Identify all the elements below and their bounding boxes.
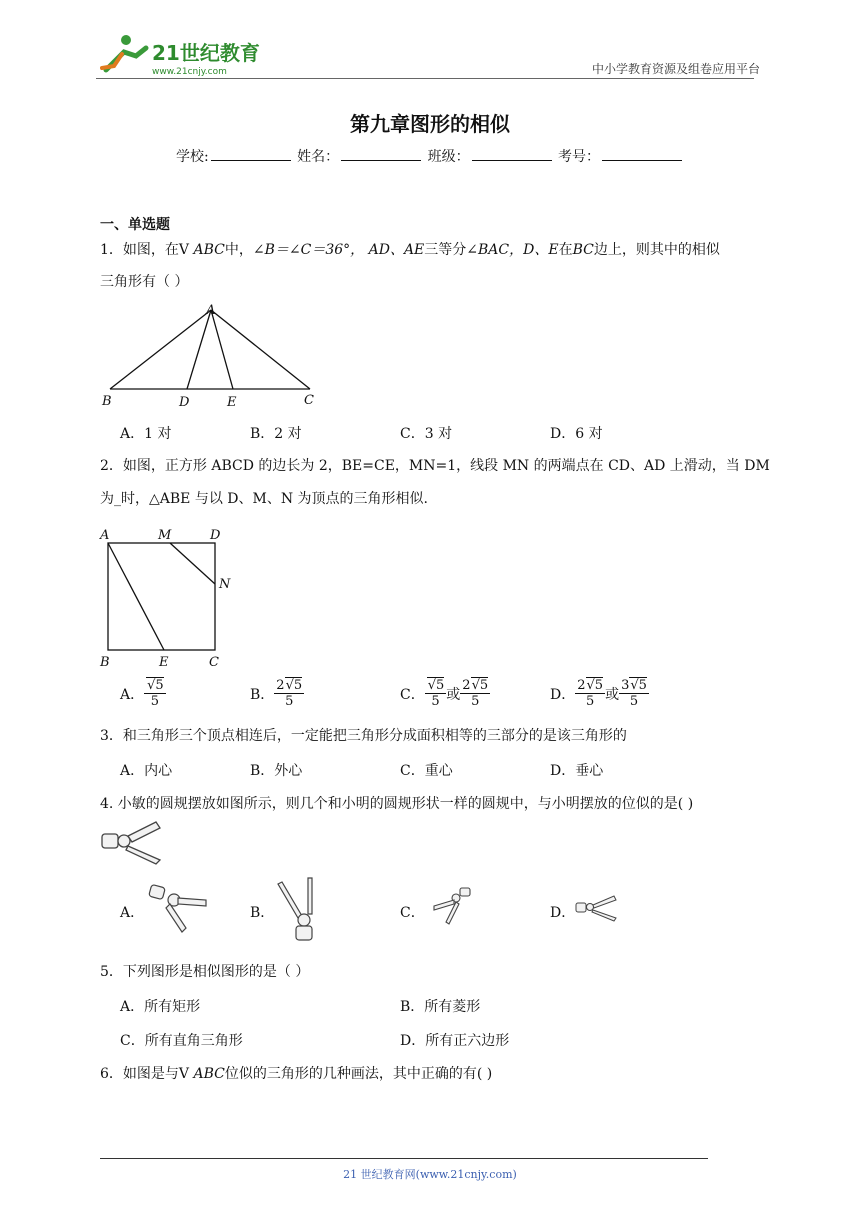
school-field[interactable]: [211, 148, 291, 161]
question-3: 3．和三角形三个顶点相连后，一定能把三角形分成面积相等的三部分的是该三角形的: [100, 728, 627, 744]
label-M: M: [158, 528, 172, 543]
q2-option-c[interactable]: C． $\frac{√5}{5}$ 或 $\frac{2√5}{5}$: [400, 678, 489, 709]
fraction: $\frac{√5}{5}$: [144, 678, 166, 709]
compass-icon: [100, 818, 168, 866]
label-B: B: [102, 394, 112, 409]
platform-label: 中小学教育资源及组卷应用平台: [591, 62, 760, 76]
q5-option-d[interactable]: D．所有正六边形: [400, 1033, 510, 1049]
exam-no-label: 考号：: [558, 149, 601, 165]
header-divider: [96, 78, 754, 79]
q5-option-c[interactable]: C．所有直角三角形: [120, 1033, 243, 1049]
label-E: E: [159, 655, 169, 670]
compass-a-icon: [146, 884, 210, 934]
page-title: 第九章图形的相似: [350, 112, 510, 136]
logo-url: www.21cnjy.com: [152, 67, 227, 77]
label-B: B: [100, 655, 110, 670]
question-1-line2: 三角形有（ ）: [100, 274, 189, 290]
name-field[interactable]: [341, 148, 421, 161]
label-C: C: [304, 393, 314, 408]
question-5: 5．下列图形是相似图形的是（ ）: [100, 964, 310, 980]
square-figure: [96, 524, 246, 674]
q1-option-c[interactable]: C．3 对: [400, 426, 453, 442]
label-A: A: [100, 528, 110, 543]
label-C: C: [209, 655, 219, 670]
exam-no-field[interactable]: [602, 148, 682, 161]
label-D: D: [179, 395, 190, 410]
q4-option-d[interactable]: D．: [550, 905, 576, 921]
label-A: A: [206, 303, 216, 318]
q5-option-a[interactable]: A．所有矩形: [120, 999, 201, 1015]
question-1: 1．如图，在V ABC中，∠B＝∠C＝36°， AD、AE三等分∠BAC，D、E在BC边上，则其中的相似: [100, 242, 720, 258]
fraction: $\frac{2√5}{5}$: [462, 678, 489, 709]
q5-option-b[interactable]: B．所有菱形: [400, 999, 481, 1015]
label-E: E: [227, 395, 237, 410]
label-N: N: [219, 577, 231, 592]
compass-d-icon: [574, 892, 620, 924]
student-info: [0, 146, 860, 166]
q2-option-a[interactable]: A． $\frac{√5}{5}$: [120, 678, 164, 709]
label-D: D: [210, 528, 221, 543]
q3-option-b[interactable]: B．外心: [250, 763, 303, 779]
footer-text[interactable]: 21 世纪教育网(www.21cnjy.com): [343, 1168, 517, 1181]
logo: [96, 30, 266, 80]
question-6: 6．如图是与V ABC位似的三角形的几种画法，其中正确的有( ): [100, 1066, 493, 1082]
fraction: $\frac{3√5}{5}$: [621, 678, 647, 709]
q4-option-a[interactable]: A．: [120, 905, 145, 921]
section-heading: 一、单选题: [100, 217, 170, 233]
question-4: 4. 小敏的圆规摆放如图所示，则几个和小明的圆规形状一样的圆规中，与小明摆放的位似的是( ): [100, 796, 694, 812]
compass-c-icon: [424, 884, 476, 926]
q1-option-d[interactable]: D．6 对: [550, 426, 603, 442]
footer-divider: [100, 1158, 708, 1159]
fraction: $\frac{2√5}{5}$: [276, 678, 303, 709]
q4-option-c[interactable]: C．: [400, 905, 425, 921]
compass-b-icon: [272, 874, 324, 944]
fraction: $\frac{2√5}{5}$: [577, 678, 604, 709]
runner-logo-icon: [102, 35, 146, 70]
question-2: 2．如图，正方形 ABCD 的边长为 2，BE=CE，MN=1，线段 MN 的两端点在 CD、AD 上滑动，当 DM: [100, 458, 770, 474]
question-2-line2: 为_时，△ABE 与以 D、M、N 为顶点的三角形相似.: [100, 491, 428, 507]
q4-option-b[interactable]: B．: [250, 905, 275, 921]
logo-text: 21世纪教育: [152, 41, 260, 65]
school-label: 学校:: [175, 149, 209, 165]
fraction: $\frac{√5}{5}$: [425, 678, 447, 709]
q1-option-b[interactable]: B．2 对: [250, 426, 302, 442]
q2-option-b[interactable]: B． $\frac{2√5}{5}$: [250, 678, 303, 709]
q3-option-a[interactable]: A．内心: [120, 763, 173, 779]
class-label: 班级：: [427, 149, 470, 165]
name-label: 姓名：: [297, 149, 340, 165]
triangle-figure: [100, 300, 330, 412]
class-field[interactable]: [472, 148, 552, 161]
q1-option-a[interactable]: A．1 对: [120, 426, 172, 442]
q3-option-d[interactable]: D．垂心: [550, 763, 604, 779]
q2-option-d[interactable]: D． $\frac{2√5}{5}$ 或 $\frac{3√5}{5}$: [550, 678, 647, 709]
q3-option-c[interactable]: C．重心: [400, 763, 453, 779]
